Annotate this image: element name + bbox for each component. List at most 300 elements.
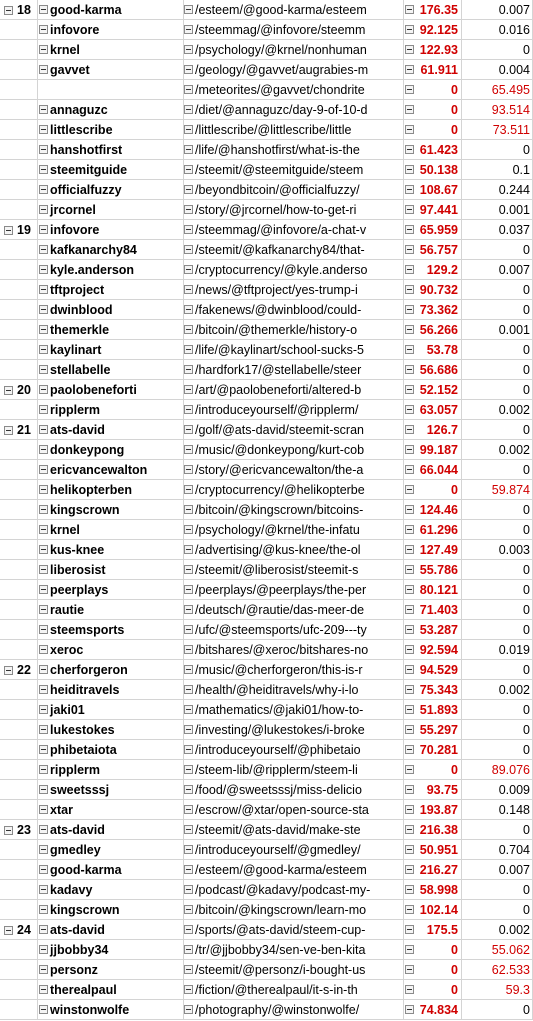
day-cell[interactable] [0,480,38,500]
payout-cell[interactable] [404,480,462,500]
collapse-icon[interactable] [405,465,414,474]
collapse-icon[interactable] [39,25,48,34]
collapse-icon[interactable] [4,826,13,835]
collapse-icon[interactable] [405,325,414,334]
collapse-icon[interactable] [184,705,193,714]
payout-cell[interactable] [404,860,462,880]
collapse-icon[interactable] [405,5,414,14]
collapse-icon[interactable] [39,485,48,494]
author-cell[interactable] [38,80,184,100]
collapse-icon[interactable] [39,805,48,814]
permlink-cell[interactable] [184,460,404,480]
collapse-icon[interactable] [405,785,414,794]
author-cell[interactable] [38,0,184,20]
day-cell[interactable] [0,800,38,820]
author-cell[interactable] [38,520,184,540]
payout-cell[interactable] [404,240,462,260]
extra-value-cell[interactable]: 0 [462,560,533,580]
collapse-icon[interactable] [39,285,48,294]
collapse-icon[interactable] [39,765,48,774]
extra-value-cell[interactable]: 55.062 [462,940,533,960]
author-cell[interactable] [38,500,184,520]
collapse-icon[interactable] [184,425,193,434]
extra-value-cell[interactable]: 0 [462,880,533,900]
payout-cell[interactable] [404,680,462,700]
extra-value-cell[interactable]: 0.704 [462,840,533,860]
collapse-icon[interactable] [39,205,48,214]
day-cell[interactable] [0,120,38,140]
collapse-icon[interactable] [39,885,48,894]
day-cell[interactable] [0,140,38,160]
author-cell[interactable] [38,360,184,380]
collapse-icon[interactable] [39,945,48,954]
permlink-cell[interactable] [184,640,404,660]
day-cell[interactable] [0,600,38,620]
author-cell[interactable] [38,300,184,320]
payout-cell[interactable] [404,0,462,20]
extra-value-cell[interactable]: 0 [462,240,533,260]
payout-cell[interactable] [404,720,462,740]
collapse-icon[interactable] [405,45,414,54]
author-cell[interactable] [38,780,184,800]
collapse-icon[interactable] [405,925,414,934]
permlink-cell[interactable] [184,520,404,540]
collapse-icon[interactable] [39,465,48,474]
payout-cell[interactable] [404,60,462,80]
payout-cell[interactable] [404,460,462,480]
collapse-icon[interactable] [405,445,414,454]
collapse-icon[interactable] [39,905,48,914]
collapse-icon[interactable] [39,225,48,234]
author-cell[interactable] [38,940,184,960]
collapse-icon[interactable] [405,485,414,494]
collapse-icon[interactable] [39,365,48,374]
day-cell[interactable] [0,440,38,460]
payout-cell[interactable] [404,180,462,200]
collapse-icon[interactable] [39,545,48,554]
author-cell[interactable] [38,580,184,600]
collapse-icon[interactable] [405,745,414,754]
collapse-icon[interactable] [39,45,48,54]
extra-value-cell[interactable]: 0 [462,280,533,300]
author-cell[interactable] [38,620,184,640]
collapse-icon[interactable] [405,945,414,954]
collapse-icon[interactable] [405,645,414,654]
author-cell[interactable] [38,120,184,140]
collapse-icon[interactable] [405,165,414,174]
author-cell[interactable] [38,680,184,700]
collapse-icon[interactable] [405,905,414,914]
permlink-cell[interactable] [184,260,404,280]
collapse-icon[interactable] [184,945,193,954]
collapse-icon[interactable] [39,525,48,534]
author-cell[interactable] [38,740,184,760]
permlink-cell[interactable] [184,420,404,440]
extra-value-cell[interactable]: 59.874 [462,480,533,500]
permlink-cell[interactable] [184,360,404,380]
day-cell[interactable] [0,520,38,540]
author-cell[interactable] [38,340,184,360]
collapse-icon[interactable] [39,925,48,934]
collapse-icon[interactable] [39,165,48,174]
collapse-icon[interactable] [39,345,48,354]
extra-value-cell[interactable]: 0 [462,660,533,680]
day-cell[interactable] [0,0,38,20]
extra-value-cell[interactable]: 0.007 [462,260,533,280]
author-cell[interactable] [38,660,184,680]
permlink-cell[interactable] [184,960,404,980]
day-cell[interactable] [0,360,38,380]
author-cell[interactable] [38,1000,184,1020]
extra-value-cell[interactable]: 0 [462,520,533,540]
extra-value-cell[interactable]: 0 [462,300,533,320]
collapse-icon[interactable] [405,265,414,274]
day-cell[interactable] [0,300,38,320]
extra-value-cell[interactable]: 0.037 [462,220,533,240]
payout-cell[interactable] [404,920,462,940]
collapse-icon[interactable] [184,125,193,134]
extra-value-cell[interactable]: 0 [462,740,533,760]
day-cell[interactable] [0,560,38,580]
extra-value-cell[interactable]: 93.514 [462,100,533,120]
collapse-icon[interactable] [405,25,414,34]
collapse-icon[interactable] [39,585,48,594]
extra-value-cell[interactable]: 0 [462,340,533,360]
collapse-icon[interactable] [405,805,414,814]
permlink-cell[interactable] [184,720,404,740]
collapse-icon[interactable] [4,926,13,935]
day-cell[interactable] [0,620,38,640]
author-cell[interactable] [38,240,184,260]
payout-cell[interactable] [404,100,462,120]
extra-value-cell[interactable]: 0.007 [462,0,533,20]
extra-value-cell[interactable]: 59.3 [462,980,533,1000]
day-cell[interactable] [0,100,38,120]
payout-cell[interactable] [404,320,462,340]
day-cell[interactable] [0,780,38,800]
collapse-icon[interactable] [405,965,414,974]
extra-value-cell[interactable]: 0.148 [462,800,533,820]
collapse-icon[interactable] [39,785,48,794]
day-cell[interactable] [0,260,38,280]
extra-value-cell[interactable]: 0 [462,420,533,440]
collapse-icon[interactable] [405,545,414,554]
author-cell[interactable] [38,320,184,340]
collapse-icon[interactable] [184,465,193,474]
day-cell[interactable] [0,500,38,520]
day-cell[interactable] [0,540,38,560]
extra-value-cell[interactable]: 0 [462,580,533,600]
collapse-icon[interactable] [39,125,48,134]
payout-cell[interactable] [404,380,462,400]
permlink-cell[interactable] [184,140,404,160]
collapse-icon[interactable] [405,845,414,854]
collapse-icon[interactable] [405,85,414,94]
collapse-icon[interactable] [184,325,193,334]
author-cell[interactable] [38,480,184,500]
author-cell[interactable] [38,180,184,200]
permlink-cell[interactable] [184,940,404,960]
permlink-cell[interactable] [184,300,404,320]
extra-value-cell[interactable]: 89.076 [462,760,533,780]
collapse-icon[interactable] [405,1005,414,1014]
permlink-cell[interactable] [184,340,404,360]
payout-cell[interactable] [404,540,462,560]
collapse-icon[interactable] [39,665,48,674]
collapse-icon[interactable] [39,745,48,754]
author-cell[interactable] [38,440,184,460]
collapse-icon[interactable] [39,305,48,314]
collapse-icon[interactable] [405,145,414,154]
payout-cell[interactable] [404,20,462,40]
collapse-icon[interactable] [39,505,48,514]
collapse-icon[interactable] [184,205,193,214]
day-cell[interactable] [0,380,38,400]
collapse-icon[interactable] [39,65,48,74]
day-cell[interactable] [0,880,38,900]
permlink-cell[interactable] [184,440,404,460]
collapse-icon[interactable] [405,185,414,194]
extra-value-cell[interactable]: 0.001 [462,320,533,340]
payout-cell[interactable] [404,220,462,240]
payout-cell[interactable] [404,740,462,760]
collapse-icon[interactable] [184,545,193,554]
collapse-icon[interactable] [405,725,414,734]
collapse-icon[interactable] [39,245,48,254]
collapse-icon[interactable] [405,205,414,214]
permlink-cell[interactable] [184,680,404,700]
collapse-icon[interactable] [184,145,193,154]
author-cell[interactable] [38,380,184,400]
permlink-cell[interactable] [184,820,404,840]
collapse-icon[interactable] [184,525,193,534]
collapse-icon[interactable] [39,685,48,694]
permlink-cell[interactable] [184,160,404,180]
author-cell[interactable] [38,460,184,480]
payout-cell[interactable] [404,400,462,420]
extra-value-cell[interactable]: 0 [462,500,533,520]
collapse-icon[interactable] [405,105,414,114]
author-cell[interactable] [38,420,184,440]
extra-value-cell[interactable]: 0.001 [462,200,533,220]
payout-cell[interactable] [404,820,462,840]
collapse-icon[interactable] [405,285,414,294]
collapse-icon[interactable] [39,1005,48,1014]
collapse-icon[interactable] [39,445,48,454]
payout-cell[interactable] [404,520,462,540]
payout-cell[interactable] [404,560,462,580]
collapse-icon[interactable] [39,825,48,834]
permlink-cell[interactable] [184,540,404,560]
extra-value-cell[interactable]: 0.002 [462,920,533,940]
day-cell[interactable] [0,700,38,720]
permlink-cell[interactable] [184,980,404,1000]
collapse-icon[interactable] [405,385,414,394]
permlink-cell[interactable] [184,380,404,400]
collapse-icon[interactable] [405,225,414,234]
extra-value-cell[interactable]: 0.003 [462,540,533,560]
collapse-icon[interactable] [39,325,48,334]
collapse-icon[interactable] [184,905,193,914]
payout-cell[interactable] [404,40,462,60]
payout-cell[interactable] [404,600,462,620]
collapse-icon[interactable] [4,386,13,395]
permlink-cell[interactable] [184,480,404,500]
collapse-icon[interactable] [184,345,193,354]
day-cell[interactable] [0,840,38,860]
permlink-cell[interactable] [184,740,404,760]
collapse-icon[interactable] [184,765,193,774]
day-cell[interactable] [0,420,38,440]
collapse-icon[interactable] [184,505,193,514]
payout-cell[interactable] [404,1000,462,1020]
collapse-icon[interactable] [184,265,193,274]
author-cell[interactable] [38,20,184,40]
author-cell[interactable] [38,220,184,240]
day-cell[interactable] [0,180,38,200]
collapse-icon[interactable] [39,705,48,714]
day-cell[interactable] [0,60,38,80]
collapse-icon[interactable] [184,885,193,894]
collapse-icon[interactable] [184,445,193,454]
author-cell[interactable] [38,400,184,420]
collapse-icon[interactable] [184,45,193,54]
permlink-cell[interactable] [184,500,404,520]
collapse-icon[interactable] [184,925,193,934]
payout-cell[interactable] [404,780,462,800]
author-cell[interactable] [38,40,184,60]
author-cell[interactable] [38,200,184,220]
day-cell[interactable] [0,20,38,40]
day-cell[interactable] [0,320,38,340]
collapse-icon[interactable] [39,965,48,974]
collapse-icon[interactable] [405,425,414,434]
extra-value-cell[interactable]: 0.004 [462,60,533,80]
author-cell[interactable] [38,720,184,740]
collapse-icon[interactable] [405,345,414,354]
permlink-cell[interactable] [184,1000,404,1020]
day-cell[interactable] [0,860,38,880]
extra-value-cell[interactable]: 62.533 [462,960,533,980]
collapse-icon[interactable] [39,865,48,874]
collapse-icon[interactable] [184,805,193,814]
payout-cell[interactable] [404,160,462,180]
collapse-icon[interactable] [184,845,193,854]
day-cell[interactable] [0,680,38,700]
permlink-cell[interactable] [184,800,404,820]
collapse-icon[interactable] [184,165,193,174]
extra-value-cell[interactable]: 0 [462,900,533,920]
collapse-icon[interactable] [405,865,414,874]
extra-value-cell[interactable]: 0.002 [462,680,533,700]
collapse-icon[interactable] [39,725,48,734]
payout-cell[interactable] [404,700,462,720]
payout-cell[interactable] [404,280,462,300]
payout-cell[interactable] [404,120,462,140]
collapse-icon[interactable] [39,985,48,994]
extra-value-cell[interactable]: 0.002 [462,440,533,460]
permlink-cell[interactable] [184,0,404,20]
collapse-icon[interactable] [405,665,414,674]
collapse-icon[interactable] [39,405,48,414]
author-cell[interactable] [38,100,184,120]
collapse-icon[interactable] [184,105,193,114]
collapse-icon[interactable] [39,185,48,194]
day-cell[interactable] [0,460,38,480]
day-cell[interactable] [0,580,38,600]
day-cell[interactable] [0,280,38,300]
author-cell[interactable] [38,700,184,720]
payout-cell[interactable] [404,440,462,460]
permlink-cell[interactable] [184,100,404,120]
collapse-icon[interactable] [184,85,193,94]
day-cell[interactable] [0,240,38,260]
collapse-icon[interactable] [405,605,414,614]
permlink-cell[interactable] [184,620,404,640]
extra-value-cell[interactable]: 0.1 [462,160,533,180]
payout-cell[interactable] [404,900,462,920]
day-cell[interactable] [0,920,38,940]
permlink-cell[interactable] [184,80,404,100]
payout-cell[interactable] [404,960,462,980]
day-cell[interactable] [0,340,38,360]
extra-value-cell[interactable]: 0 [462,700,533,720]
extra-value-cell[interactable]: 0.007 [462,860,533,880]
day-cell[interactable] [0,1000,38,1020]
permlink-cell[interactable] [184,660,404,680]
permlink-cell[interactable] [184,760,404,780]
collapse-icon[interactable] [184,485,193,494]
author-cell[interactable] [38,140,184,160]
day-cell[interactable] [0,820,38,840]
payout-cell[interactable] [404,580,462,600]
collapse-icon[interactable] [184,985,193,994]
collapse-icon[interactable] [405,505,414,514]
author-cell[interactable] [38,920,184,940]
extra-value-cell[interactable]: 0.019 [462,640,533,660]
collapse-icon[interactable] [39,645,48,654]
collapse-icon[interactable] [39,145,48,154]
author-cell[interactable] [38,600,184,620]
collapse-icon[interactable] [39,5,48,14]
payout-cell[interactable] [404,620,462,640]
collapse-icon[interactable] [405,685,414,694]
collapse-icon[interactable] [184,565,193,574]
collapse-icon[interactable] [39,605,48,614]
extra-value-cell[interactable]: 0 [462,720,533,740]
collapse-icon[interactable] [184,965,193,974]
extra-value-cell[interactable]: 0 [462,140,533,160]
collapse-icon[interactable] [405,245,414,254]
collapse-icon[interactable] [4,6,13,15]
day-cell[interactable] [0,980,38,1000]
collapse-icon[interactable] [184,1005,193,1014]
collapse-icon[interactable] [184,385,193,394]
author-cell[interactable] [38,280,184,300]
day-cell[interactable] [0,80,38,100]
author-cell[interactable] [38,840,184,860]
day-cell[interactable] [0,720,38,740]
permlink-cell[interactable] [184,900,404,920]
payout-cell[interactable] [404,200,462,220]
payout-cell[interactable] [404,260,462,280]
day-cell[interactable] [0,400,38,420]
extra-value-cell[interactable]: 0 [462,360,533,380]
permlink-cell[interactable] [184,600,404,620]
collapse-icon[interactable] [4,666,13,675]
permlink-cell[interactable] [184,400,404,420]
collapse-icon[interactable] [405,525,414,534]
